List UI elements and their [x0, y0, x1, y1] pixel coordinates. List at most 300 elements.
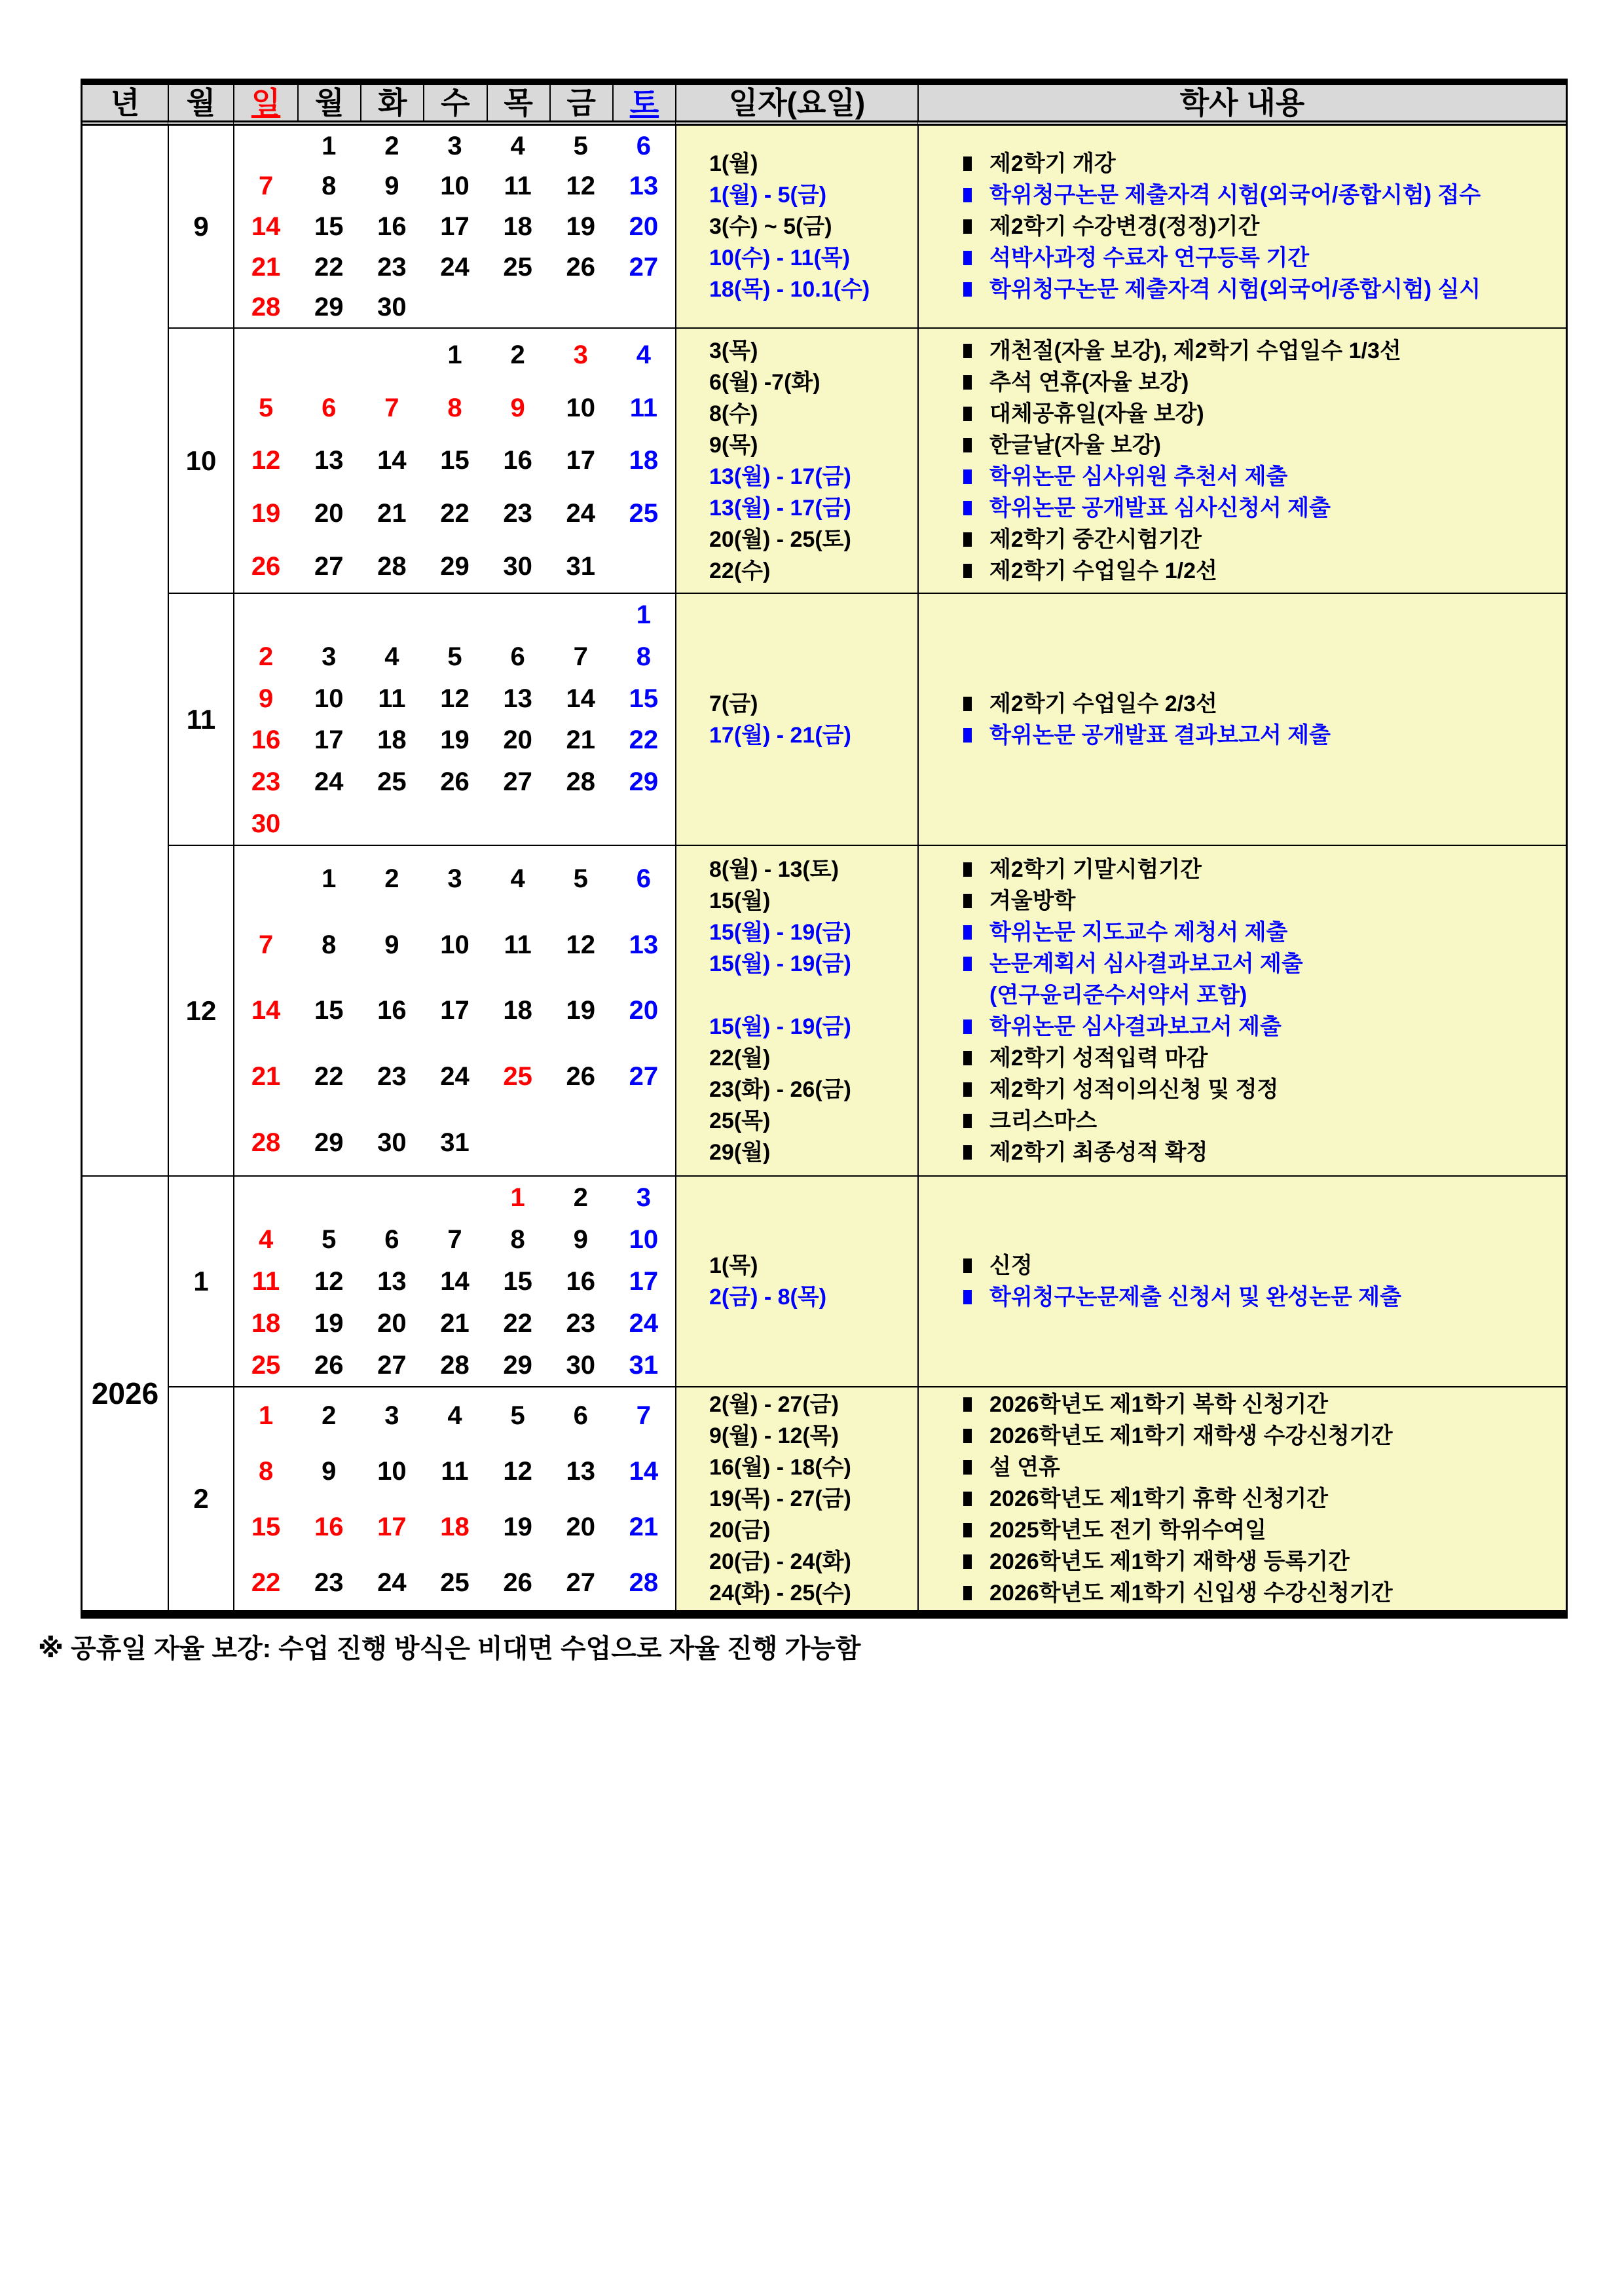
event-text: 설 연휴: [989, 1455, 1060, 1480]
event-date: 9(목): [709, 432, 758, 458]
event-text: 추석 연휴(자율 보강): [989, 369, 1189, 395]
calendar-day: 20: [629, 996, 659, 1025]
event-text: 학위논문 심사결과보고서 제출: [989, 1014, 1282, 1039]
calendar-day: 31: [440, 1128, 470, 1157]
event-row: [963, 917, 1566, 948]
calendar-day: 4: [384, 642, 399, 671]
bullet-icon: [963, 219, 972, 234]
event-text: 2025학년도 전기 학위수여일: [989, 1518, 1266, 1543]
calendar-day: 12: [566, 172, 596, 201]
event-row: [963, 492, 1566, 524]
calendar-day: 28: [251, 293, 281, 322]
calendar-day: 8: [322, 930, 337, 959]
event-row: [963, 1074, 1566, 1105]
calendar-day: 3: [447, 131, 462, 160]
calendar-day: 10: [629, 1225, 659, 1254]
calendar-day: 18: [629, 446, 659, 475]
calendar-day: 5: [447, 642, 462, 671]
calendar-day: 4: [510, 864, 525, 894]
event-row: [963, 1515, 1566, 1546]
event-text: 대체공휴일(자율 보강): [989, 401, 1204, 426]
header-weekday-토: 토: [612, 85, 675, 120]
bullet-icon: [963, 1114, 972, 1128]
calendar-day: 5: [510, 1401, 525, 1430]
year-cell-blank: [83, 126, 168, 1177]
calendar-day: 14: [377, 446, 407, 475]
calendar-grid-12: [233, 846, 675, 1177]
header-weekdays: [233, 85, 675, 126]
calendar-day: 2: [258, 642, 274, 671]
calendar-day: 7: [573, 642, 588, 671]
calendar-day: 24: [314, 767, 344, 797]
calendar-day: 11: [504, 172, 532, 201]
event-dates-1: [675, 1177, 917, 1387]
calendar-day: 13: [377, 1267, 407, 1296]
calendar-day: 7: [384, 393, 399, 422]
calendar-day: 24: [440, 252, 470, 282]
calendar-day: 1: [636, 600, 652, 629]
event-text: 제2학기 수강변경(정정)기간: [989, 214, 1260, 239]
calendar-day: 30: [566, 1351, 596, 1380]
calendar-day: 15: [314, 211, 344, 241]
calendar-day: 17: [377, 1512, 407, 1541]
calendar-day: 24: [566, 499, 596, 528]
calendar-day: 10: [314, 684, 344, 713]
month-label-2: 2: [168, 1387, 233, 1610]
calendar-day: 23: [377, 252, 407, 282]
calendar-day: 2: [384, 131, 399, 160]
calendar-day: 22: [314, 1062, 344, 1092]
calendar-day: 16: [377, 211, 407, 241]
calendar-day: 19: [314, 1309, 344, 1338]
bullet-icon: [963, 251, 972, 265]
calendar-day: 14: [440, 1267, 470, 1296]
calendar-day: 2: [384, 864, 399, 894]
header-weekday-월: 월: [297, 85, 360, 120]
calendar-grid-11: [233, 594, 675, 846]
calendar-grid-10: [233, 329, 675, 594]
event-contents-1: [917, 1177, 1566, 1387]
event-text: 학위청구논문제출 신청서 및 완성논문 제출: [989, 1285, 1401, 1310]
calendar-day: 9: [384, 930, 399, 959]
calendar-day: 5: [322, 1225, 337, 1254]
event-date: 13(월) - 17(금): [709, 464, 851, 489]
calendar-day: 14: [566, 684, 596, 713]
event-text: 제2학기 기말시험기간: [989, 856, 1202, 882]
calendar-day: 3: [573, 340, 588, 370]
event-row: [963, 1420, 1566, 1452]
header-weekday-수: 수: [423, 85, 486, 120]
event-row: [963, 1389, 1566, 1420]
header-weekday-화: 화: [360, 85, 423, 120]
calendar-day: 18: [503, 996, 532, 1025]
calendar-day: 28: [377, 551, 407, 581]
event-row: [963, 461, 1566, 492]
event-date: 13(월) - 17(금): [709, 495, 851, 521]
event-date: 1(월): [709, 151, 758, 176]
calendar-day: 25: [251, 1351, 281, 1380]
calendar-day: 1: [322, 131, 337, 160]
calendar-day: 21: [251, 1062, 281, 1092]
month-label-10: 10: [168, 329, 233, 594]
event-text: 한글날(자율 보강): [989, 432, 1161, 458]
calendar-day: 17: [629, 1267, 659, 1296]
calendar-day: 20: [377, 1309, 407, 1338]
calendar-day: 20: [503, 725, 532, 755]
calendar-day: 4: [258, 1225, 274, 1254]
calendar-day: 13: [629, 172, 659, 201]
academic-calendar-table: [81, 79, 1568, 1619]
event-date: 9(월) - 12(목): [709, 1423, 839, 1448]
event-date: 18(목) - 10.1(수): [709, 277, 870, 302]
calendar-day: 19: [251, 499, 281, 528]
bullet-icon: [963, 532, 972, 547]
calendar-grid-9: [233, 126, 675, 329]
month-label-11: 11: [168, 594, 233, 846]
event-date: 10(수) - 11(목): [709, 246, 850, 270]
bullet-icon: [963, 407, 972, 421]
event-row: [963, 335, 1566, 367]
event-date: 2(금) - 8(목): [709, 1285, 827, 1310]
event-date: 15(월) - 19(금): [709, 1014, 851, 1039]
event-date: 24(화) - 25(수): [709, 1581, 851, 1606]
calendar-day: 14: [251, 211, 281, 241]
calendar-day: 3: [636, 1183, 652, 1212]
calendar-day: 28: [566, 767, 596, 797]
event-date: [709, 980, 917, 1011]
event-row: [963, 398, 1566, 430]
calendar-day: 9: [510, 393, 525, 422]
calendar-day: 10: [440, 172, 470, 201]
event-row: [963, 688, 1566, 720]
event-text: 2026학년도 제1학기 휴학 신청기간: [989, 1486, 1329, 1511]
calendar-day: 30: [377, 1128, 407, 1157]
calendar-day: 12: [440, 684, 470, 713]
bullet-icon: [963, 188, 972, 202]
calendar-day: 16: [503, 446, 532, 475]
event-row: [963, 854, 1566, 885]
calendar-day: 22: [314, 252, 344, 282]
calendar-day: 27: [503, 767, 532, 797]
calendar-day: 20: [566, 1512, 596, 1541]
footnote: ※ 공휴일 자율 보강: 수업 진행 방식은 비대면 수업으로 자율 진행 가능함: [38, 1634, 861, 1663]
event-date: 23(화) - 26(금): [709, 1076, 851, 1102]
calendar-day: 15: [503, 1267, 532, 1296]
event-row: [963, 948, 1566, 980]
bullet-icon: [963, 925, 972, 940]
event-row: [963, 524, 1566, 555]
event-text: 제2학기 수업일수 1/2선: [989, 558, 1217, 583]
calendar-day: 6: [636, 131, 652, 160]
event-date: 25(목): [709, 1108, 771, 1133]
calendar-day: 4: [510, 131, 525, 160]
bullet-icon: [963, 1019, 972, 1034]
header-month-col: 월: [168, 85, 233, 126]
bullet-icon: [963, 697, 972, 711]
calendar-day: 16: [377, 996, 407, 1025]
calendar-day: 27: [566, 1568, 596, 1597]
event-text: 2026학년도 제1학기 재학생 수강신청기간: [989, 1423, 1393, 1448]
event-text: 제2학기 성적입력 마감: [989, 1045, 1208, 1071]
event-dates-11: [675, 594, 917, 846]
calendar-day: 8: [322, 172, 337, 201]
event-text: 학위논문 지도교수 제청서 제출: [989, 919, 1288, 945]
calendar-day: 28: [251, 1128, 281, 1157]
calendar-day: 29: [503, 1351, 532, 1380]
calendar-day: 6: [510, 642, 525, 671]
calendar-day: 22: [503, 1309, 532, 1338]
calendar-day: 7: [636, 1401, 652, 1430]
event-row: [963, 179, 1566, 211]
calendar-day: 21: [566, 725, 596, 755]
calendar-day: 23: [377, 1062, 407, 1092]
event-text: 논문계획서 심사결과보고서 제출: [989, 951, 1303, 976]
calendar-day: 31: [566, 551, 596, 581]
event-date: 22(수): [709, 558, 771, 583]
calendar-day: 13: [566, 1456, 596, 1486]
event-date: 7(금): [709, 691, 758, 716]
calendar-day: 26: [314, 1351, 344, 1380]
header-date-col: 일자(요일): [675, 85, 917, 126]
calendar-day: 11: [378, 684, 406, 713]
event-row: [963, 1452, 1566, 1483]
event-row: [963, 1105, 1566, 1137]
bullet-icon: [963, 1554, 972, 1569]
calendar-day: 16: [251, 725, 281, 755]
event-date: 19(목) - 27(금): [709, 1486, 851, 1511]
event-text: 제2학기 최종성적 확정: [989, 1139, 1208, 1165]
bullet-icon: [963, 1460, 972, 1475]
event-row: [963, 367, 1566, 398]
bullet-icon: [963, 862, 972, 877]
calendar-day: 26: [566, 1062, 596, 1092]
calendar-day: 16: [566, 1267, 596, 1296]
calendar-day: 13: [503, 684, 532, 713]
bullet-icon: [963, 1258, 972, 1273]
calendar-day: 23: [566, 1309, 596, 1338]
calendar-day: 5: [573, 131, 588, 160]
calendar-day: 25: [503, 1062, 532, 1092]
event-date: 16(월) - 18(수): [709, 1455, 851, 1480]
calendar-day: 2: [322, 1401, 337, 1430]
calendar-day: 15: [251, 1512, 281, 1541]
event-dates-10: [675, 329, 917, 594]
calendar-day: 22: [251, 1568, 281, 1597]
calendar-day: 6: [573, 1401, 588, 1430]
calendar-day: 22: [629, 725, 659, 755]
calendar-day: 15: [629, 684, 659, 713]
calendar-day: 8: [636, 642, 652, 671]
event-text: 학위논문 심사위원 추천서 제출: [989, 464, 1288, 489]
calendar-day: 3: [384, 1401, 399, 1430]
calendar-day: 7: [258, 930, 274, 959]
month-label-1: 1: [168, 1177, 233, 1387]
calendar-day: 18: [377, 725, 407, 755]
event-text: 제2학기 수업일수 2/3선: [989, 691, 1217, 716]
calendar-day: 29: [314, 293, 344, 322]
event-date: 3(수) ~ 5(금): [709, 214, 832, 239]
event-row: [963, 1011, 1566, 1042]
event-row: [963, 1483, 1566, 1515]
event-contents-10: [917, 329, 1566, 594]
event-date: 15(월) - 19(금): [709, 951, 851, 976]
calendar-day: 16: [314, 1512, 344, 1541]
event-text: 개천절(자율 보강), 제2학기 수업일수 1/3선: [989, 338, 1401, 363]
calendar-day: 29: [629, 767, 659, 797]
event-row: [963, 430, 1566, 461]
bullet-icon: [963, 1586, 972, 1600]
calendar-day: 30: [503, 551, 532, 581]
calendar-day: 14: [629, 1456, 659, 1486]
calendar-day: 10: [440, 930, 470, 959]
calendar-day: 23: [251, 767, 281, 797]
calendar-day: 6: [636, 864, 652, 894]
calendar-day: 27: [629, 1062, 659, 1092]
calendar-day: 14: [251, 996, 281, 1025]
event-text: 2026학년도 제1학기 재학생 등록기간: [989, 1549, 1350, 1574]
calendar-day: 18: [251, 1309, 281, 1338]
calendar-day: 19: [440, 725, 470, 755]
calendar-day: 21: [629, 1512, 659, 1541]
calendar-grid-1: [233, 1177, 675, 1387]
event-text: 제2학기 개강: [989, 151, 1116, 176]
event-date: 17(월) - 21(금): [709, 722, 851, 748]
calendar-day: 15: [314, 996, 344, 1025]
month-label-9: 9: [168, 126, 233, 329]
event-contents-12: [917, 846, 1566, 1177]
event-row: [963, 211, 1566, 242]
calendar-day: 2: [510, 340, 525, 370]
calendar-day: 7: [258, 172, 274, 201]
event-date: 3(목): [709, 338, 758, 363]
header-year-col: 년: [83, 85, 168, 126]
event-row: [963, 555, 1566, 587]
calendar-day: 9: [384, 172, 399, 201]
calendar-day: 13: [314, 446, 344, 475]
calendar-day: 12: [566, 930, 596, 959]
event-row: [963, 1042, 1566, 1074]
calendar-day: 25: [440, 1568, 470, 1597]
calendar-day: 26: [440, 767, 470, 797]
event-text: 신정: [989, 1253, 1033, 1278]
calendar-day: 19: [566, 211, 596, 241]
calendar-day: 8: [447, 393, 462, 422]
bullet-icon: [963, 438, 972, 452]
event-text: 학위논문 공개발표 결과보고서 제출: [989, 722, 1331, 748]
calendar-day: 22: [440, 499, 470, 528]
calendar-day: 25: [629, 499, 659, 528]
calendar-day: 11: [441, 1456, 469, 1486]
bullet-icon: [963, 344, 972, 358]
calendar-day: 18: [440, 1512, 470, 1541]
event-row: [963, 1577, 1566, 1609]
bullet-icon: [963, 1051, 972, 1065]
event-row: [963, 1546, 1566, 1577]
event-date: 20(금) - 24(화): [709, 1549, 851, 1574]
calendar-day: 17: [566, 446, 596, 475]
calendar-day: 12: [503, 1456, 532, 1486]
event-text: 2026학년도 제1학기 복학 신청기간: [989, 1392, 1329, 1417]
event-date: 8(수): [709, 401, 758, 426]
event-date: 15(월): [709, 888, 771, 913]
calendar-day: 26: [251, 551, 281, 581]
event-text: 학위청구논문 제출자격 시험(외국어/종합시험) 실시: [989, 277, 1481, 302]
calendar-day: 6: [322, 393, 337, 422]
bullet-icon: [963, 501, 972, 515]
calendar-day: 4: [447, 1401, 462, 1430]
bullet-icon: [963, 728, 972, 743]
calendar-day: 8: [510, 1225, 525, 1254]
calendar-day: 12: [251, 446, 281, 475]
bullet-icon: [963, 1523, 972, 1537]
event-text: 2026학년도 제1학기 신입생 수강신청기간: [989, 1581, 1393, 1606]
bullet-icon: [963, 156, 972, 171]
event-date: 6(월) -7(화): [709, 369, 821, 395]
calendar-day: 10: [377, 1456, 407, 1486]
bullet-icon: [963, 469, 972, 484]
event-text: 학위논문 공개발표 심사신청서 제출: [989, 495, 1331, 521]
event-text: 학위청구논문 제출자격 시험(외국어/종합시험) 접수: [989, 183, 1481, 208]
calendar-day: 1: [322, 864, 337, 894]
event-date: 20(금): [709, 1518, 771, 1543]
event-date: 29(월): [709, 1139, 771, 1165]
event-date: 20(월) - 25(토): [709, 526, 851, 552]
calendar-day: 29: [314, 1128, 344, 1157]
calendar-day: 24: [377, 1568, 407, 1597]
event-row: [963, 980, 1566, 1011]
header-weekday-금: 금: [549, 85, 612, 120]
event-dates-12: [675, 846, 917, 1177]
calendar-day: 28: [440, 1351, 470, 1380]
calendar-day: 13: [629, 930, 659, 959]
calendar-day: 17: [440, 996, 470, 1025]
calendar-day: 19: [503, 1512, 532, 1541]
bullet-icon: [963, 1492, 972, 1506]
calendar-day: 19: [566, 996, 596, 1025]
calendar-day: 15: [440, 446, 470, 475]
header-content-col: 학사 내용: [917, 85, 1566, 126]
bullet-icon: [963, 375, 972, 390]
calendar-day: 18: [503, 211, 532, 241]
year-cell-2026: 2026: [83, 1177, 168, 1610]
calendar-day: 5: [573, 864, 588, 894]
month-label-12: 12: [168, 846, 233, 1177]
event-text: 겨울방학: [989, 888, 1076, 913]
calendar-day: 9: [573, 1225, 588, 1254]
calendar-day: 1: [447, 340, 462, 370]
bullet-icon: [963, 1290, 972, 1304]
calendar-day: 24: [629, 1309, 659, 1338]
event-date: 1(월) - 5(금): [709, 183, 827, 208]
calendar-day: 28: [629, 1568, 659, 1597]
bullet-icon: [963, 282, 972, 297]
calendar-day: 27: [629, 252, 659, 282]
event-text: (연구윤리준수서약서 포함): [989, 982, 1247, 1008]
calendar-day: 20: [629, 211, 659, 241]
event-row: [963, 1250, 1566, 1281]
event-date: 15(월) - 19(금): [709, 919, 851, 945]
event-row: [963, 1137, 1566, 1168]
event-row: [963, 242, 1566, 274]
bullet-icon: [963, 894, 972, 908]
event-date: 2(월) - 27(금): [709, 1392, 839, 1417]
event-date: 8(월) - 13(토): [709, 856, 839, 882]
calendar-day: 6: [384, 1225, 399, 1254]
event-row: [963, 885, 1566, 917]
calendar-day: 3: [447, 864, 462, 894]
calendar-day: 9: [258, 684, 274, 713]
calendar-day: 27: [377, 1351, 407, 1380]
